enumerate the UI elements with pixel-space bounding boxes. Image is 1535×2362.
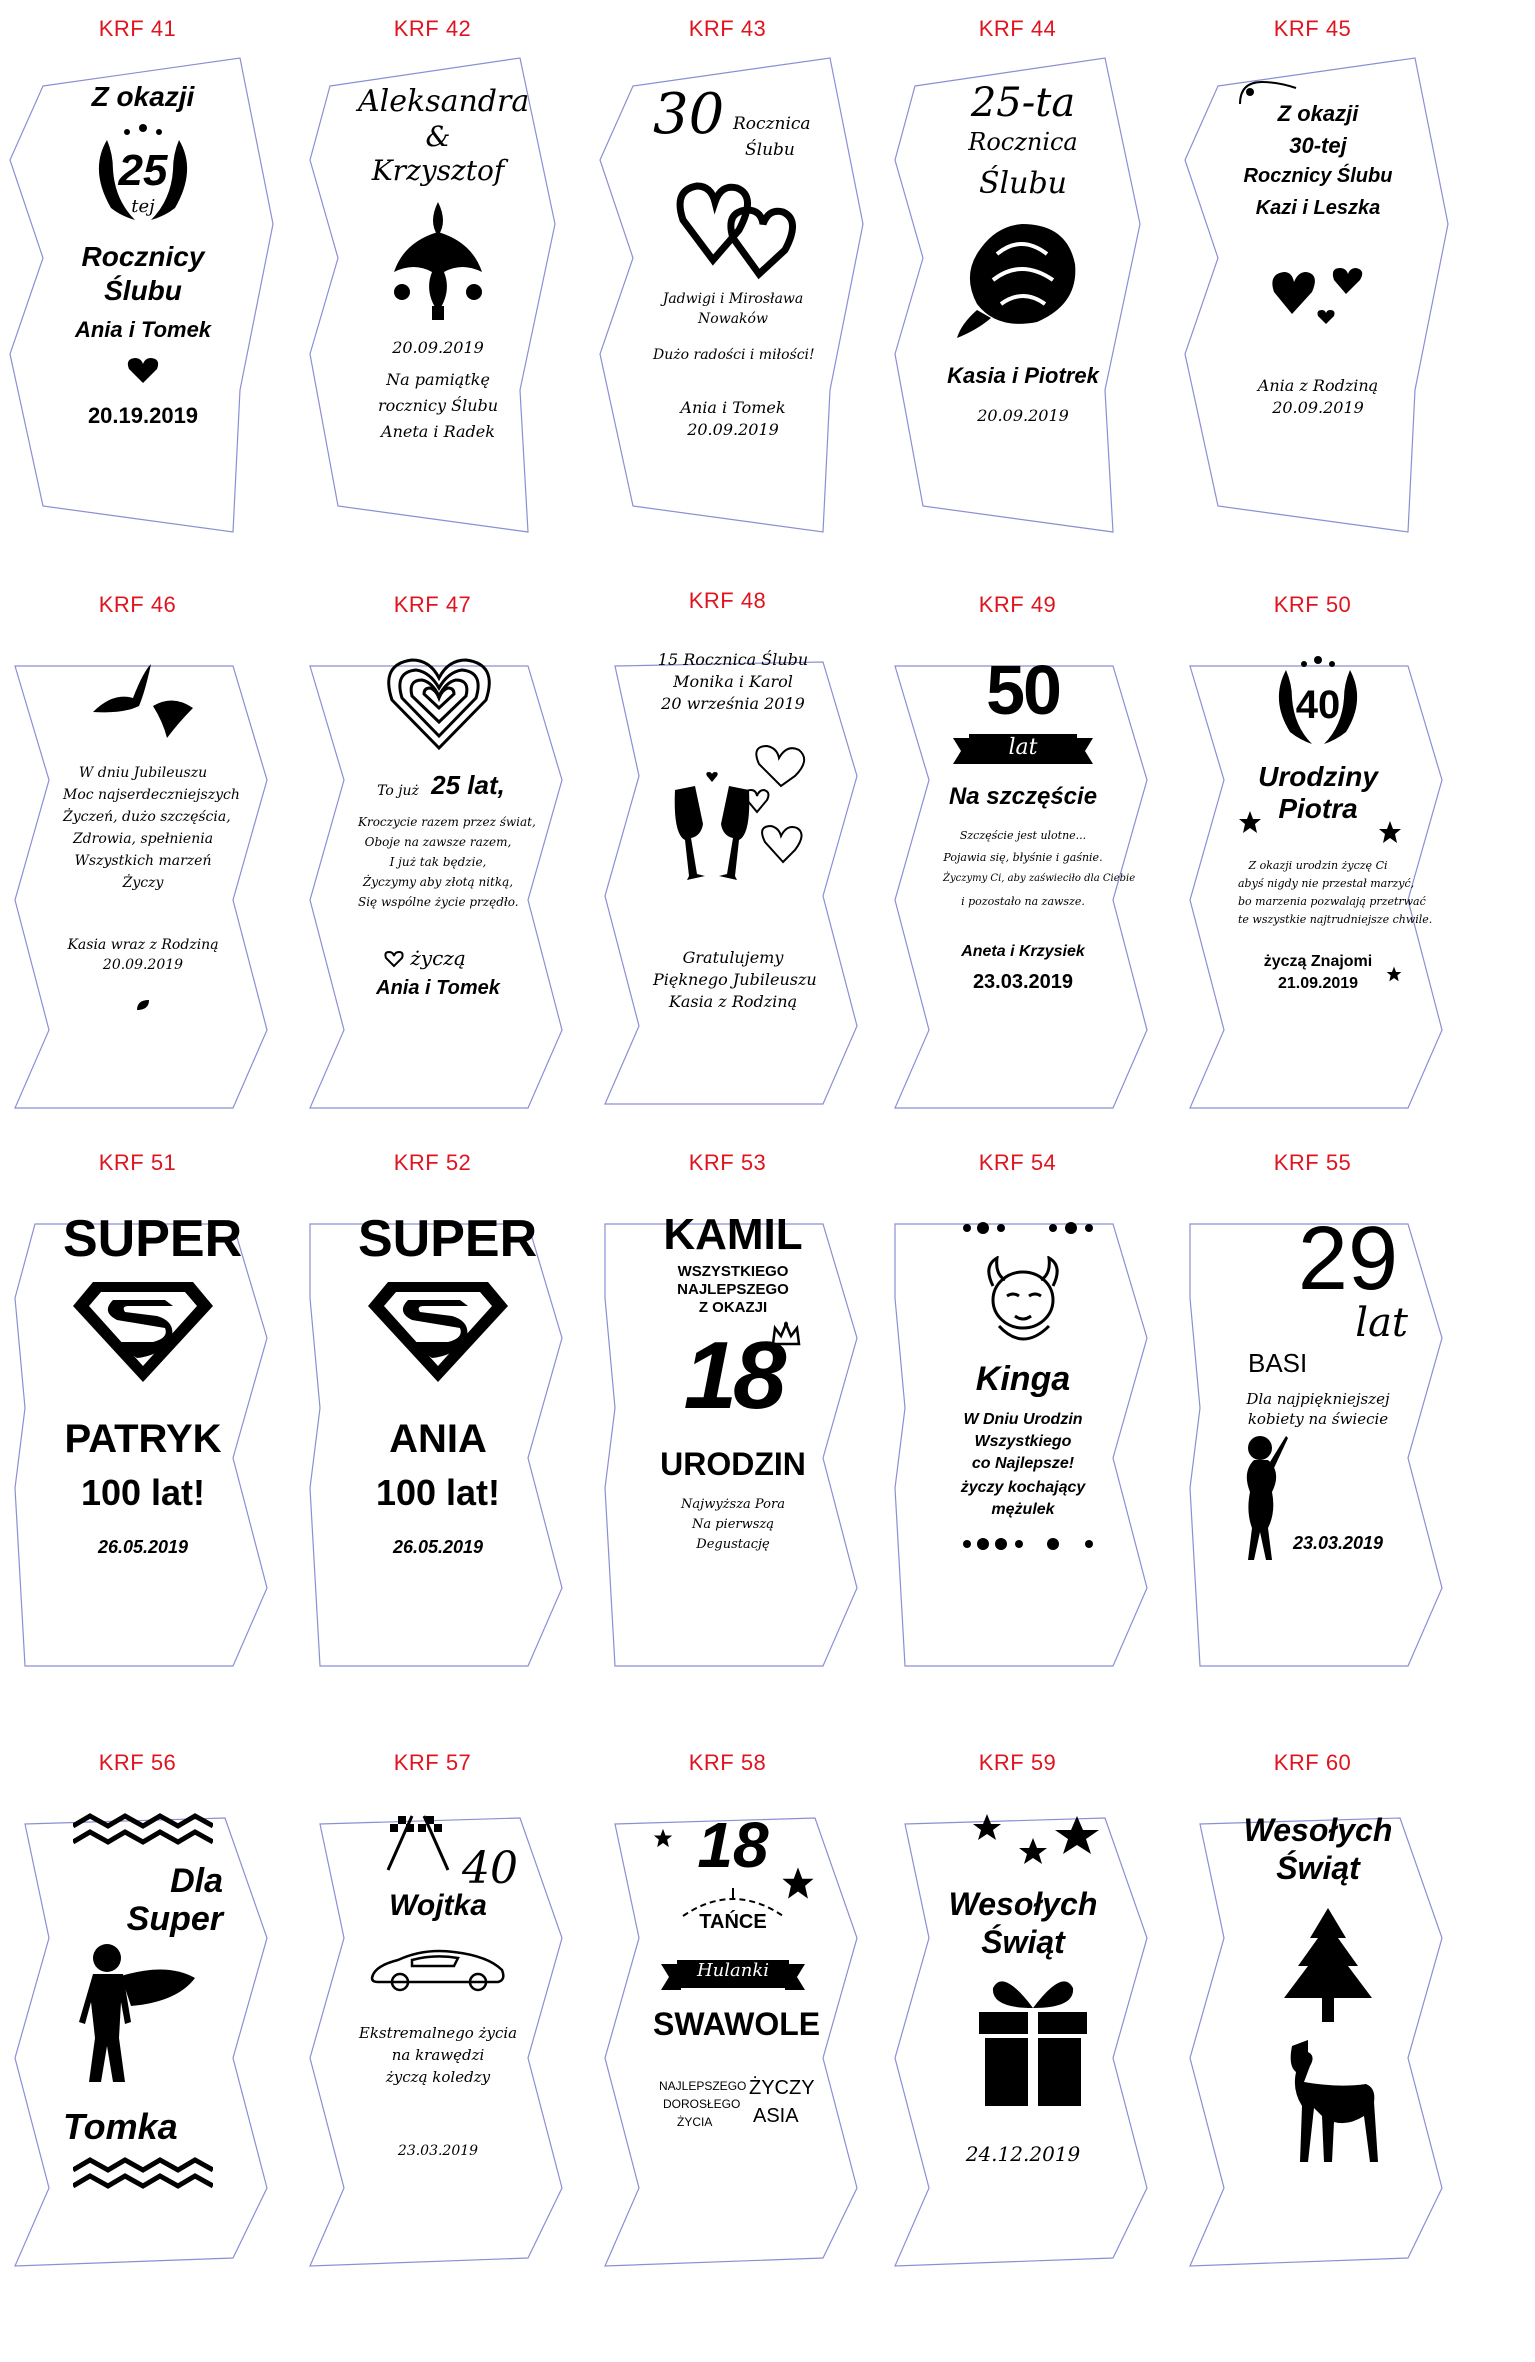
card-code: KRF 57 [393, 1750, 472, 1775]
heading: 25-ta [970, 80, 1076, 126]
number: 30 [653, 82, 725, 147]
signature: Aneta i Krzysiek [961, 943, 1085, 960]
card-content [943, 651, 1136, 1054]
card-code: KRF 42 [393, 16, 472, 41]
dots-row-icon [957, 1218, 1097, 1238]
card-content [943, 1812, 1103, 2212]
line: Rocznica [968, 128, 1078, 156]
card-krf-53 [595, 1150, 860, 1670]
name: Wojtka [389, 1889, 487, 1922]
card-code: KRF 49 [978, 592, 1057, 617]
line: Najwyższa Pora [681, 1497, 785, 1512]
card-content [63, 654, 240, 1054]
line: ŻYCZY [749, 2077, 815, 2099]
line: Z okazji urodzin życzę Ci [1248, 859, 1388, 872]
line: Piotra [1278, 793, 1358, 824]
line: Pięknego Jubileuszu [653, 970, 817, 989]
date: 23.03.2019 [397, 2143, 479, 2159]
wish: 100 lat! [80, 1472, 206, 1513]
line: Ślubu [104, 275, 182, 306]
date: 26.05.2019 [97, 1537, 189, 1557]
card-code: KRF 55 [1273, 1150, 1352, 1175]
wish: Dużo radości i miłości! [653, 347, 815, 363]
line: 30-tej [1289, 133, 1347, 158]
line: abyś nigdy nie przestał marzyć, [1238, 877, 1415, 890]
names: Kasia i Piotrek [947, 363, 1099, 388]
line: Na pierwszą [691, 1517, 775, 1532]
line: SWAWOLE [653, 2006, 821, 2042]
card-content [653, 1212, 813, 1612]
date: 20.09.2019 [102, 957, 184, 973]
heading: SUPER [358, 1210, 538, 1268]
date: 20.09.2019 [687, 420, 779, 439]
date: 20.09.2019 [392, 338, 484, 357]
card-code: KRF 59 [978, 1750, 1057, 1775]
heading: Z okazji [91, 81, 195, 112]
line: TAŃCE [699, 1911, 767, 1933]
card-krf-57 [300, 1750, 565, 2270]
line: Zdrowia, spełnienia [72, 831, 214, 847]
ribbon-text: Hulanki [696, 1960, 770, 1981]
signature: ASIA [753, 2105, 799, 2127]
card-content [1238, 78, 1398, 478]
name-2: Krzysztof [371, 154, 505, 187]
damask-ornament-icon [382, 202, 494, 322]
zigzag-icon [73, 1812, 213, 1848]
card-krf-54 [885, 1150, 1150, 1670]
line: I już tak będzie, [389, 855, 487, 869]
ribbon-text: lat [1008, 735, 1038, 760]
heading: Z okazji [1277, 101, 1359, 126]
card-content [1238, 654, 1433, 1054]
line: 25 lat, [431, 770, 505, 800]
card-code: KRF 56 [98, 1750, 177, 1775]
card-code: KRF 51 [98, 1150, 177, 1175]
devil-girl-icon [973, 1256, 1073, 1352]
line: co Najlepsze! [971, 1455, 1075, 1472]
line: W Dniu Urodzin [963, 1411, 1083, 1428]
line: Ślubu [745, 140, 795, 160]
line: Pojawia się, błyśnie i gaśnie. [943, 851, 1103, 864]
heading: SUPER [63, 1210, 243, 1268]
card-code: KRF 48 [688, 588, 767, 613]
line: bo marzenia pozwalają przetrwać [1238, 895, 1426, 908]
crown-icon [771, 1320, 801, 1350]
line: W dniu Jubileuszu [78, 765, 208, 781]
signature: Aneta i Radek [381, 422, 495, 441]
number: 25 [118, 146, 168, 195]
card-code: KRF 41 [98, 16, 177, 41]
fingerprint-heart-icon [384, 656, 494, 752]
line: Dla [170, 1862, 223, 1900]
line: Na szczęście [948, 783, 1098, 810]
name: ANIA [389, 1417, 487, 1461]
name: KAMIL [663, 1210, 803, 1259]
card-content [653, 650, 817, 1050]
card-krf-52 [300, 1150, 565, 1670]
number: 18 [697, 1809, 769, 1881]
line: Urodziny [1258, 761, 1378, 792]
line: URODZIN [660, 1446, 806, 1482]
suffix: lat [1355, 1300, 1408, 1346]
date: 20.19.2019 [87, 403, 199, 428]
card-krf-59 [885, 1750, 1150, 2270]
superman-shield-icon [73, 1282, 213, 1382]
gift-box-icon [973, 1978, 1093, 2108]
line: na krawędzi [391, 2046, 485, 2064]
names: Ania i Tomek [74, 317, 212, 342]
line: mężulek [991, 1501, 1055, 1518]
number: 29 [1297, 1209, 1398, 1309]
name: PATRYK [64, 1417, 222, 1461]
card-krf-44 [885, 16, 1150, 536]
card-content [943, 1212, 1103, 1612]
line: NAJLEPSZEGO [659, 2079, 747, 2093]
line: Życzeń, dużo szczęścia, [63, 809, 231, 825]
line: Ślubu [979, 166, 1067, 201]
card-krf-56 [5, 1750, 270, 2270]
line: ŻYCIA [677, 2115, 713, 2129]
date: 26.05.2019 [392, 1537, 484, 1557]
card-content [358, 1812, 518, 2212]
card-code: KRF 60 [1273, 1750, 1352, 1775]
heart-icon [127, 356, 159, 384]
line: Życzymy Ci, aby zaświeciło dla Ciebie [943, 873, 1136, 884]
signature: Ania i Tomek [376, 977, 500, 999]
deer-icon [1278, 2036, 1388, 2166]
date: 23.03.2019 [972, 971, 1074, 993]
line: Wesołych [1243, 1812, 1393, 1848]
card-krf-60 [1180, 1750, 1445, 2270]
line: Ekstremalnego życia [358, 2024, 518, 2042]
name: BASI [1248, 1348, 1308, 1378]
card-krf-48 [595, 588, 860, 1108]
number: 50 [986, 651, 1060, 729]
signature: życzą Znajomi [1263, 953, 1373, 970]
dots-row-icon [957, 1534, 1097, 1554]
date: 23.03.2019 [1292, 1533, 1384, 1553]
card-code: KRF 53 [688, 1150, 767, 1175]
card-content [63, 1210, 243, 1612]
date: 24.12.2019 [965, 2142, 1081, 2166]
line: Nowaków [698, 311, 768, 327]
card-krf-58 [595, 1750, 860, 2270]
card-krf-47 [300, 592, 565, 1112]
sports-car-icon [368, 1942, 508, 1992]
line: Moc najserdeczniejszych [63, 787, 240, 803]
line: i pozostało na zawsze. [961, 895, 1085, 908]
wish: 100 lat! [375, 1472, 501, 1513]
line: Super [126, 1900, 223, 1938]
star-icon [1378, 820, 1402, 844]
line: Kroczycie razem przez świat, [358, 815, 536, 829]
line: Oboje na zawsze razem, [364, 835, 512, 849]
card-code: KRF 45 [1273, 16, 1352, 41]
card-krf-41 [5, 16, 270, 536]
card-content [1238, 1812, 1398, 2212]
rose-icon [957, 214, 1087, 344]
line: Na pamiątkę [386, 370, 490, 389]
line: Wszystkiego [974, 1433, 1072, 1450]
line: Gratulujemy [682, 948, 784, 967]
card-content [358, 78, 530, 478]
signature: Ania i Tomek [680, 398, 786, 417]
name: Tomka [63, 2106, 178, 2147]
line: życzą [410, 946, 466, 970]
card-content [653, 1809, 821, 2212]
card-content [653, 78, 813, 478]
line: życzą koledzy [385, 2068, 491, 2086]
card-krf-45 [1180, 16, 1445, 536]
ampersand: & [425, 120, 451, 153]
line: Monika i Karol [673, 672, 793, 691]
card-content [63, 1812, 223, 2212]
card-krf-42 [300, 16, 565, 536]
line: Degustację [696, 1537, 770, 1552]
card-code: KRF 44 [978, 16, 1057, 41]
line: 20 września 2019 [661, 694, 805, 713]
number: 40 [1295, 683, 1341, 727]
line: Świąt [981, 1924, 1065, 1960]
line: Z OKAZJI [698, 1299, 768, 1316]
card-code: KRF 47 [393, 592, 472, 617]
signature: Kasia z Rodziną [668, 992, 798, 1011]
stars-icon [973, 1812, 1103, 1872]
card-code: KRF 52 [393, 1150, 472, 1175]
signature: Ania z Rodziną [1257, 376, 1379, 395]
line: Się wspólne życie przędło. [358, 895, 519, 909]
number: 40 [462, 1843, 518, 1894]
line: To już [377, 783, 419, 799]
date: 21.09.2019 [1277, 975, 1359, 992]
line: Wesołych [948, 1886, 1098, 1922]
star-icon [1238, 810, 1262, 834]
superhero-silhouette-icon [67, 1942, 197, 2082]
number: 18 [683, 1322, 783, 1429]
hearts-icon [1270, 258, 1370, 328]
card-code: KRF 43 [688, 16, 767, 41]
card-krf-49 [885, 592, 1150, 1112]
line: WSZYSTKIEGO [677, 1263, 789, 1280]
leaf-icon [135, 998, 151, 1012]
line: Jadwigi i Mirosława [662, 291, 804, 307]
superman-shield-icon [368, 1282, 508, 1382]
line: rocznicy Ślubu [377, 396, 499, 415]
card-krf-50 [1180, 592, 1445, 1112]
card-krf-51 [5, 1150, 270, 1670]
date: 20.09.2019 [1272, 398, 1364, 417]
line: Szczęście jest ulotne... [959, 829, 1087, 842]
line: DOROSŁEGO [663, 2097, 741, 2111]
card-code: KRF 50 [1273, 592, 1352, 617]
line: Rocznica [733, 114, 811, 134]
card-code: KRF 58 [688, 1750, 767, 1775]
card-krf-43 [595, 16, 860, 536]
line: Rocznicy Ślubu [1243, 165, 1393, 187]
line: kobiety na świecie [1247, 1410, 1389, 1428]
card-content [1238, 1209, 1408, 1612]
zigzag-icon [73, 2156, 213, 2192]
line: Rocznicy [81, 241, 205, 272]
line: NAJLEPSZEGO [677, 1281, 789, 1298]
line: Dla najpiękniejszej [1246, 1390, 1390, 1408]
love-birds-icon [83, 662, 203, 742]
line: Życzymy aby złotą nitką, [362, 875, 514, 889]
line: Życzy [122, 875, 164, 891]
line: Świąt [1276, 1850, 1360, 1886]
card-content [943, 78, 1103, 478]
name-1: Aleksandra [358, 84, 530, 119]
suffix: tej [131, 196, 155, 217]
card-content [358, 1210, 538, 1612]
card-krf-46 [5, 592, 270, 1112]
card-code: KRF 46 [98, 592, 177, 617]
name: Kinga [975, 1360, 1071, 1398]
card-krf-55 [1180, 1150, 1445, 1670]
hearts-outline-icon [743, 742, 813, 872]
signature: Kasia wraz z Rodziną [67, 937, 219, 953]
line: życzy kochający [960, 1479, 1086, 1496]
line: te wszystkie najtrudniejsze chwile. [1238, 913, 1433, 926]
card-content [358, 654, 536, 1054]
line: 15 Rocznica Ślubu [657, 650, 809, 669]
christmas-tree-icon [1278, 1908, 1378, 2028]
double-heart-icon [673, 170, 803, 280]
date: 20.09.2019 [977, 406, 1069, 425]
line: Wszystkich marzeń [74, 853, 212, 869]
names: Kazi i Leszka [1255, 197, 1381, 219]
card-code: KRF 54 [978, 1150, 1057, 1175]
card-content [63, 78, 223, 478]
